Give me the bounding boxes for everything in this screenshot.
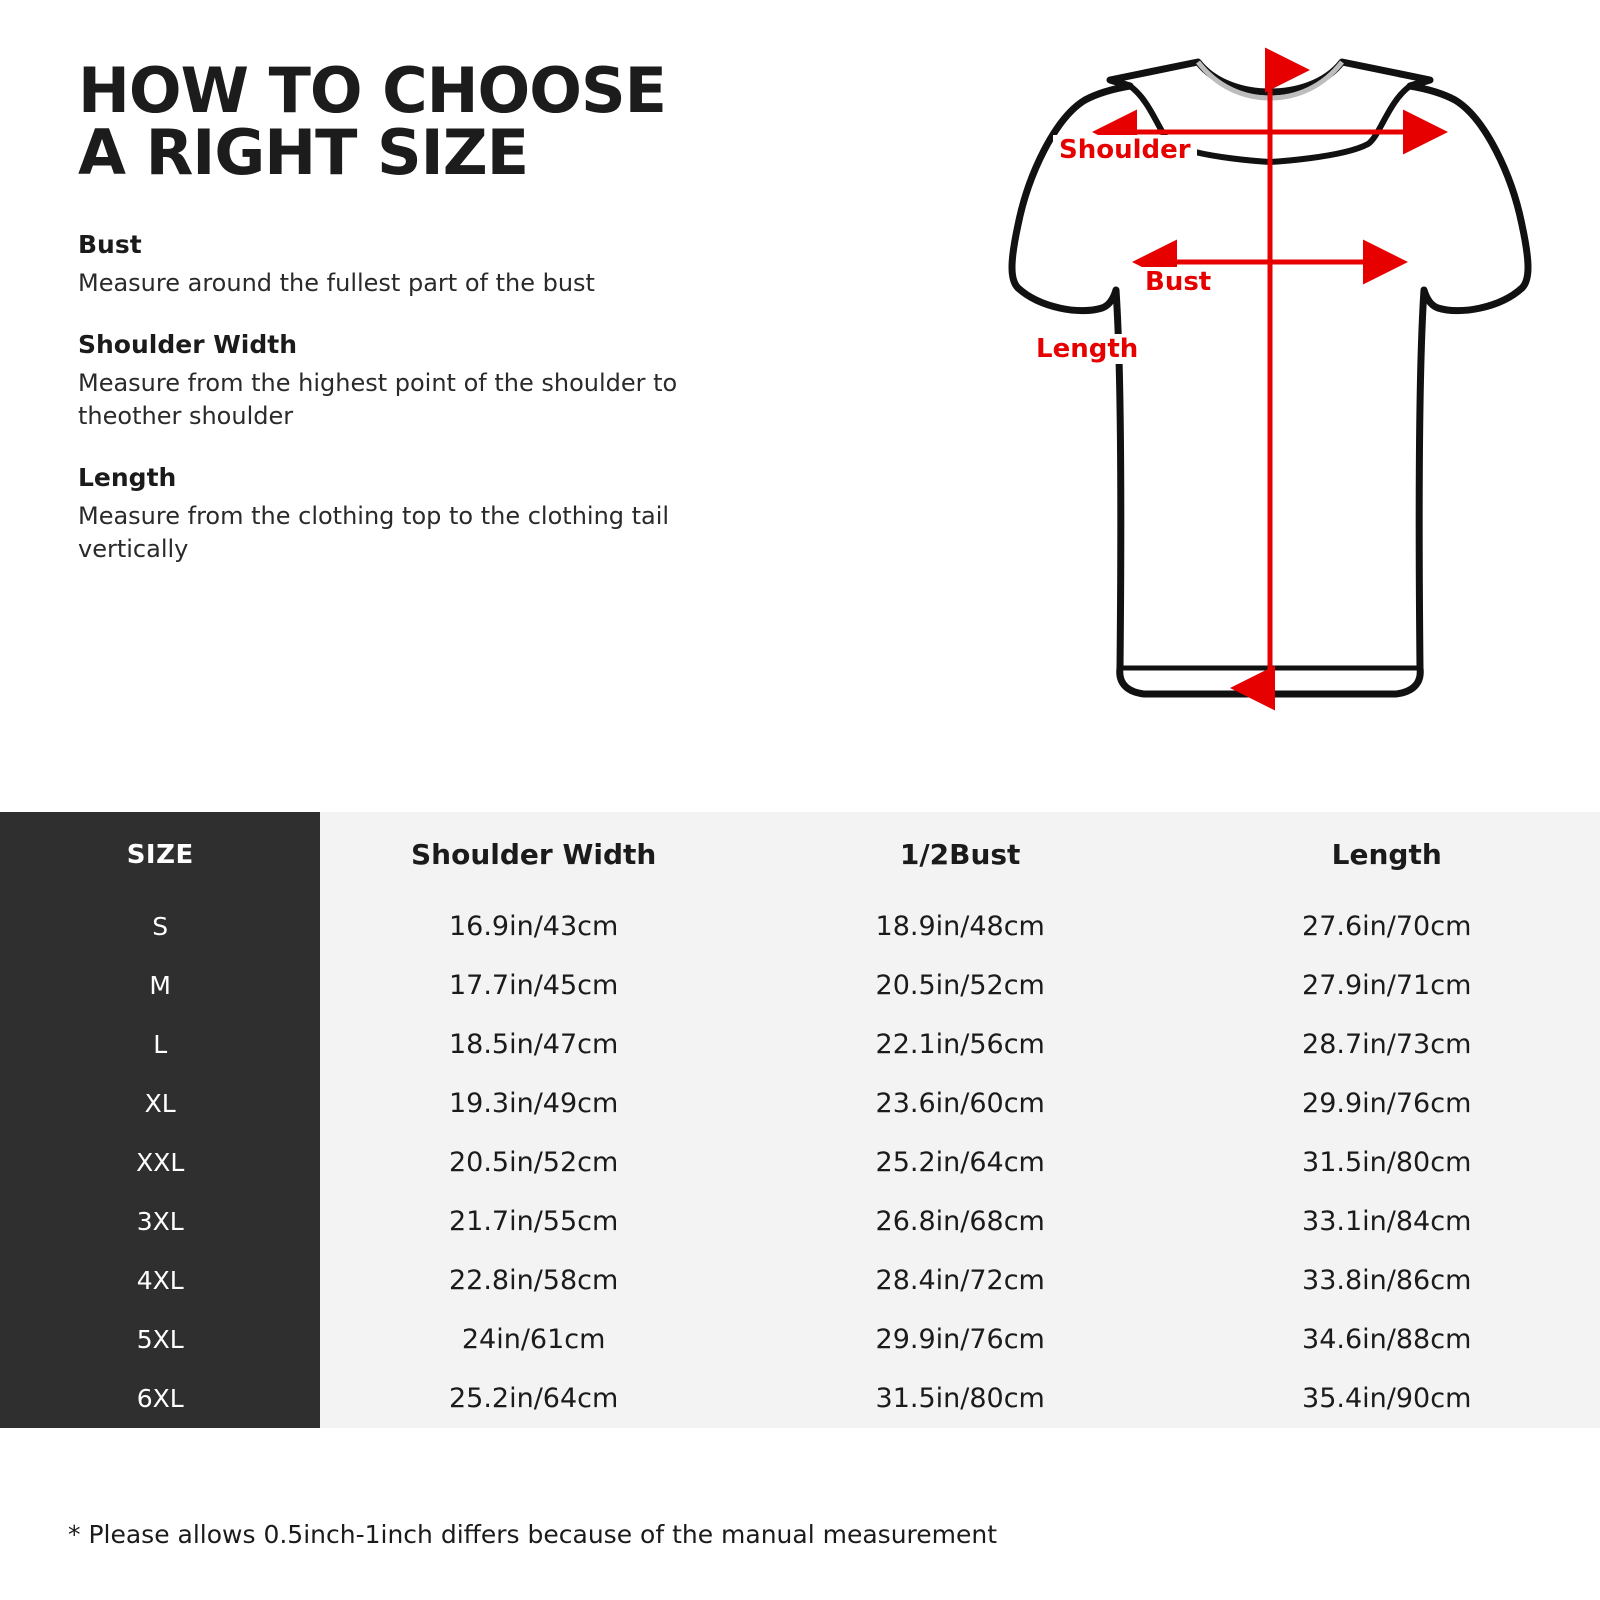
footnote: * Please allows 0.5inch-1inch differs because of the manual measurement bbox=[68, 1520, 998, 1549]
tshirt-diagram bbox=[800, 40, 1540, 740]
bust-label: Bust bbox=[1137, 267, 1219, 297]
table-row bbox=[0, 1369, 1600, 1428]
table-row bbox=[0, 1133, 1600, 1192]
definition-term: Shoulder Width bbox=[78, 330, 298, 360]
cell-size: XXL bbox=[0, 1133, 320, 1192]
table-row bbox=[0, 1251, 1600, 1310]
cell-length: 29.9in/76cm bbox=[1173, 1074, 1600, 1133]
definition-length bbox=[78, 463, 778, 566]
cell-shoulder-width: 24in/61cm bbox=[320, 1310, 747, 1369]
shoulder-label: Shoulder bbox=[1053, 135, 1197, 165]
table-row bbox=[0, 1310, 1600, 1369]
cell-shoulder-width: 17.7in/45cm bbox=[320, 956, 747, 1015]
table-row bbox=[0, 956, 1600, 1015]
headline-line-2: A RIGHT SIZE bbox=[78, 116, 529, 189]
column-header-half-bust: 1/2Bust bbox=[747, 812, 1174, 897]
cell-length: 31.5in/80cm bbox=[1173, 1133, 1600, 1192]
cell-half-bust: 26.8in/68cm bbox=[747, 1192, 1174, 1251]
cell-shoulder-width: 18.5in/47cm bbox=[320, 1015, 747, 1074]
definition-shoulder-width bbox=[78, 330, 778, 433]
cell-shoulder-width: 16.9in/43cm bbox=[320, 897, 747, 956]
table-row bbox=[0, 1015, 1600, 1074]
cell-half-bust: 31.5in/80cm bbox=[747, 1369, 1174, 1428]
page-title bbox=[78, 54, 778, 189]
length-label: Length bbox=[1028, 334, 1146, 364]
table-row bbox=[0, 1192, 1600, 1251]
cell-length: 35.4in/90cm bbox=[1173, 1369, 1600, 1428]
cell-length: 33.8in/86cm bbox=[1173, 1251, 1600, 1310]
cell-half-bust: 22.1in/56cm bbox=[747, 1015, 1174, 1074]
cell-shoulder-width: 21.7in/55cm bbox=[320, 1192, 747, 1251]
cell-shoulder-width: 22.8in/58cm bbox=[320, 1251, 747, 1310]
table-row bbox=[0, 897, 1600, 956]
cell-half-bust: 20.5in/52cm bbox=[747, 956, 1174, 1015]
top-section bbox=[0, 0, 1600, 790]
cell-size: S bbox=[0, 897, 320, 956]
cell-shoulder-width: 25.2in/64cm bbox=[320, 1369, 747, 1428]
cell-half-bust: 28.4in/72cm bbox=[747, 1251, 1174, 1310]
cell-half-bust: 29.9in/76cm bbox=[747, 1310, 1174, 1369]
cell-length: 27.9in/71cm bbox=[1173, 956, 1600, 1015]
cell-size: 5XL bbox=[0, 1310, 320, 1369]
cell-half-bust: 23.6in/60cm bbox=[747, 1074, 1174, 1133]
info-column bbox=[78, 54, 778, 567]
headline-line-1: HOW TO CHOOSE bbox=[78, 54, 666, 127]
size-table bbox=[0, 812, 1600, 1428]
cell-length: 28.7in/73cm bbox=[1173, 1015, 1600, 1074]
cell-half-bust: 18.9in/48cm bbox=[747, 897, 1174, 956]
cell-half-bust: 25.2in/64cm bbox=[747, 1133, 1174, 1192]
column-header-length: Length bbox=[1173, 812, 1600, 897]
cell-length: 34.6in/88cm bbox=[1173, 1310, 1600, 1369]
cell-shoulder-width: 20.5in/52cm bbox=[320, 1133, 747, 1192]
definition-description: Measure around the fullest part of the bust bbox=[78, 269, 595, 297]
definition-description: Measure from the clothing top to the clothing tail vertically bbox=[78, 502, 670, 564]
definition-term: Length bbox=[78, 463, 177, 493]
cell-size: 3XL bbox=[0, 1192, 320, 1251]
table-body bbox=[0, 897, 1600, 1428]
cell-size: 6XL bbox=[0, 1369, 320, 1428]
column-header-size: SIZE bbox=[0, 812, 320, 897]
table-row bbox=[0, 1074, 1600, 1133]
table-header-row bbox=[0, 812, 1600, 897]
cell-size: 4XL bbox=[0, 1251, 320, 1310]
cell-length: 27.6in/70cm bbox=[1173, 897, 1600, 956]
cell-size: M bbox=[0, 956, 320, 1015]
column-header-shoulder-width: Shoulder Width bbox=[320, 812, 747, 897]
cell-shoulder-width: 19.3in/49cm bbox=[320, 1074, 747, 1133]
definition-bust bbox=[78, 230, 778, 300]
cell-length: 33.1in/84cm bbox=[1173, 1192, 1600, 1251]
cell-size: XL bbox=[0, 1074, 320, 1133]
definition-term: Bust bbox=[78, 230, 142, 259]
cell-size: L bbox=[0, 1015, 320, 1074]
definition-description: Measure from the highest point of the shoulder to theother shoulder bbox=[78, 369, 678, 431]
